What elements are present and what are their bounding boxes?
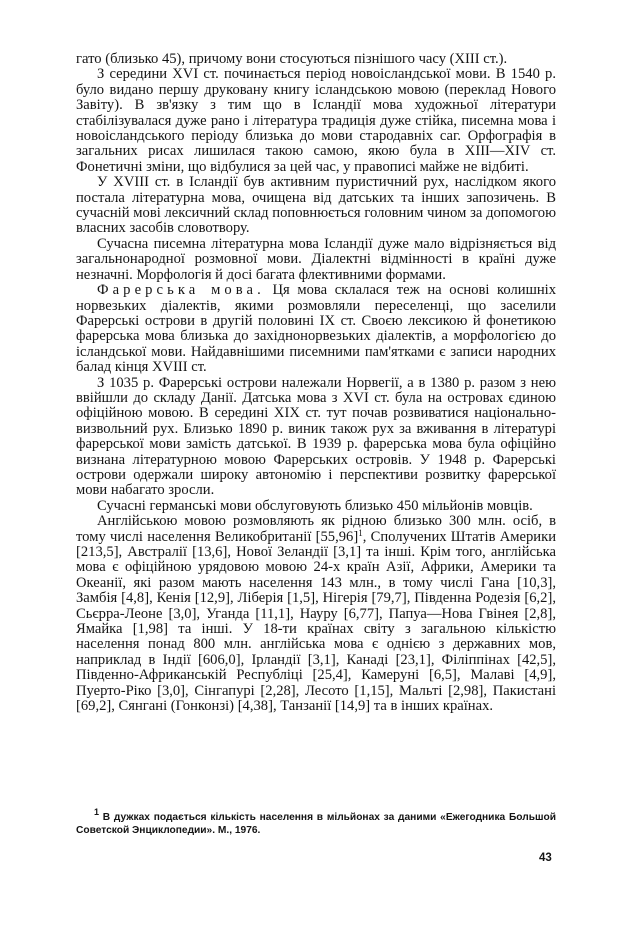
page-number: 43 — [539, 852, 552, 864]
paragraph-germanic-speakers: Сучасні германські мови обслуговують близько 450 мільйонів мовців. — [97, 497, 533, 514]
paragraph-faroese-history: З 1035 р. Фарерські острови належали Норвегії, а в 1380 р. разом з нею ввійшли до складу Данії. Датська мова з XVI ст. була на островах єдиною офіційною мовою. В середині XIX ст. тут почав розвиватися національно-визвольний рух. Близько 1890 р. виник також рух за вживання в літературі фарерської мови замість датської. В 1939 р. фарерська мова була офіційно визнана літературною мовою Фарерських островів. У 1948 р. Фарерські острови одержали широку автономію і перспективи розвитку фарерської мови набагато зросли. — [76, 374, 556, 499]
english-text-start: Англійською мовою розмовляють як рідною близько 300 млн. осіб, в тому числі населення Великобританії [55,96] — [76, 513, 556, 545]
paragraph-new-icelandic-period: З середини XVI ст. починається період новоісландської мови. В 1540 р. було видано першу друковану книгу ісландською мовою (переклад Нового Завіту). В зв'язку з тим що в Ісландії мова художньої літератури стабілізувалася дуже рано і література традиція дуже стійка, писемна мова і новоісландського періоду близька до мови стародавніх саг. Орфографія в загальних рисах лишилася такою самою, якою була в XIII—XIV ст. Фонетичні зміни, що відбулися за цей час, у правописі майже не відбиті. — [76, 66, 556, 175]
footnote-reference: 1 — [358, 527, 363, 538]
footnote-marker: 1 — [94, 807, 100, 817]
paragraph-english — [76, 514, 556, 714]
footnote-text: В дужках подається кількість населення в мільйонах за даними «Ежегодника Большой Советской Энциклопедии». М., 1976. — [76, 812, 556, 836]
main-text — [76, 52, 556, 714]
faroese-text: Ця мова склалася теж на основі колишніх норвезьких діалектів, якими розмовляли переселенці, що заселили Фарерські острови в другій половині IX ст. Своєю лексикою й фонетикою фарерська мова близька до західнонорвезьких діалектів, а морфологією до ісландської мови. Найдавнішими писемними пам'ятками є записи народних балад кінця XVIII ст. — [76, 282, 557, 376]
english-text-end: , Сполучених Штатів Америки [213,5], Австралії [13,6], Нової Зеландії [3,1] та інші. Крім того, англійська мова є офіційною урядовою мовою 24-х країн Азії, Африки, Америки та Океанії, які разом мають населення 143 млн., в тому числі Гана [10,3], Замбія [4,8], Кенія [12,9], Ліберія [1,5], Нігерія [79,7], Південна Родезія [6,2], Сьєрра-Леоне [3,0], Уганда [11,1], Науру [6,77], Папуа—Нова Гвінея [2,8], Ямайка [1,98] та інші. У 18-ти країнах світу з загальною кількістю населення понад 800 млн. англійська мова є однією з державних мов, наприклад в Індії [606,0], Ірландії [3,1], Канаді [23,1], Філіппінах [42,5], Південно-Африканській Республіці [25,4], Камеруні [6,5], Малаві [4,9], Пуерто-Ріко [3,0], Сінгапурі [2,28], Лесото [1,15], Мальті [2,98], Пакистані [69,2], Сянгані (Гонконзі) [4,38], Танзанії [14,9] та в інших країнах. — [76, 528, 557, 715]
paragraph-faroese — [76, 283, 556, 375]
paragraph-continuation: гато (близько 45), причому вони стосуються пізнішого часу (XIII ст.). — [76, 51, 508, 67]
paragraph-purism: У XVIII ст. в Ісландії був активним пуристичний рух, наслідком якого постала літературна мова, очищена від датських та інших запозичень. В сучасній мові лексичний склад поповнюється головним чином за допомогою власних засобів словотвору. — [76, 174, 556, 237]
paragraph-modern-icelandic: Сучасна писемна літературна мова Ісландії дуже мало відрізняється від загальнонародної розмовної мови. Діалектні відмінності в країні дуже незначні. Морфологія й досі багата флективними формами. — [76, 235, 556, 283]
faroese-term: Фарерська мова. — [97, 282, 265, 299]
footnote — [76, 807, 556, 837]
